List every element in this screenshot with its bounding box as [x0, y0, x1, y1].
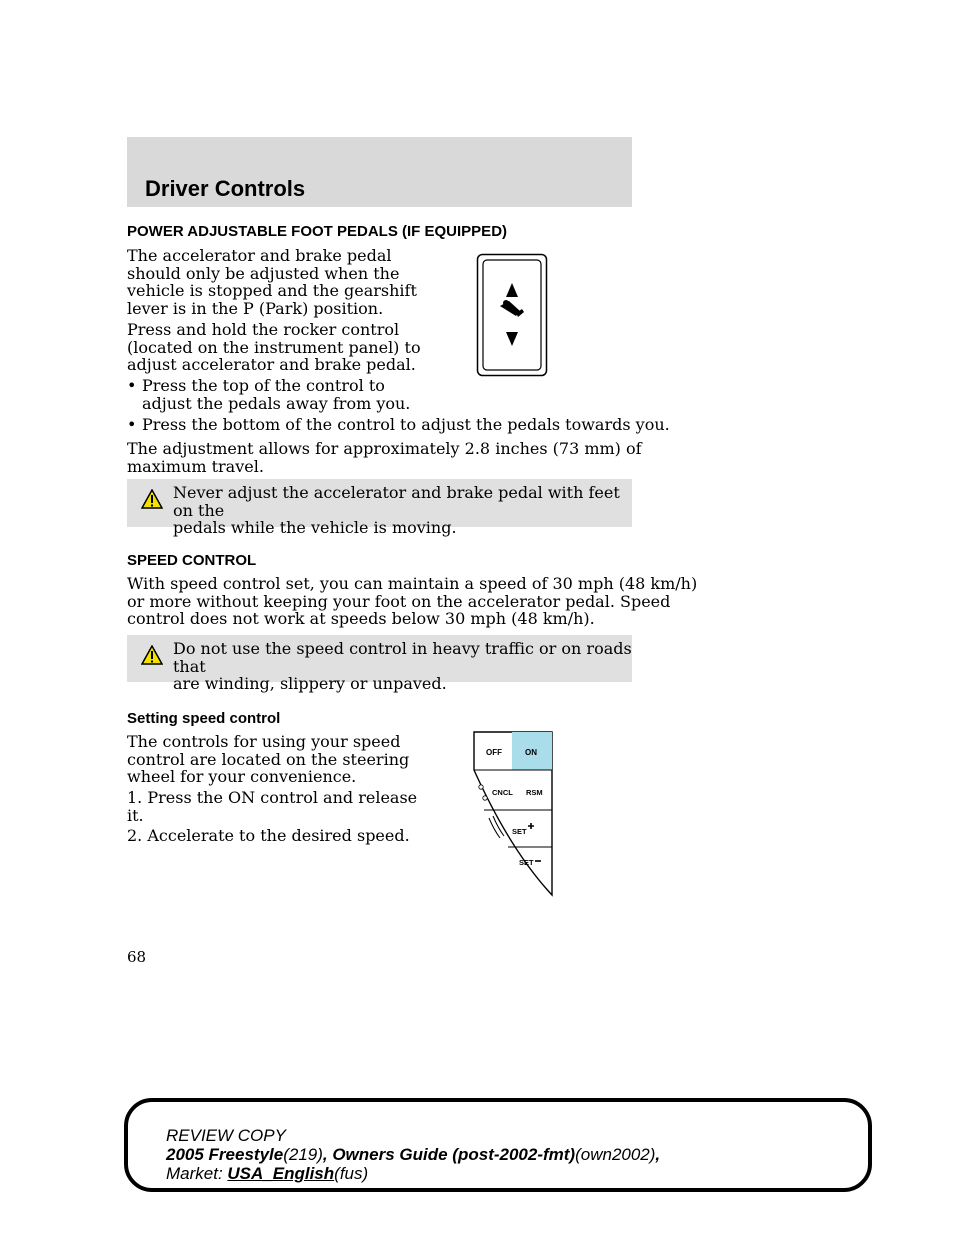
page-title: Driver Controls — [145, 176, 306, 201]
footer-comma: , — [655, 1145, 661, 1164]
review-copy-footer — [124, 1098, 872, 1192]
text-line: The accelerator and brake pedal — [127, 246, 392, 265]
text-line: adjust the pedals away from you. — [142, 393, 411, 413]
footer-market-code: (fus) — [334, 1164, 369, 1183]
text-line: control does not work at speeds below 30 mph (48 km/h). — [127, 609, 595, 628]
speed-heading: SPEED CONTROL — [127, 552, 257, 569]
warning-triangle-icon — [141, 645, 163, 665]
footer-line-1: REVIEW COPY — [166, 1126, 286, 1145]
text-line: Never adjust the accelerator and brake pedal with feet on the — [173, 483, 620, 520]
footer-line-3 — [166, 1164, 368, 1183]
text-line: 1. Press the ON control and release — [127, 788, 418, 807]
warning-text — [173, 640, 632, 693]
footer-guide-code: (own2002) — [575, 1145, 656, 1164]
speed-paragraph-2 — [127, 733, 409, 786]
pedals-bullet-2: Press the bottom of the control to adjust the pedals towards you. — [142, 415, 670, 434]
text-line: With speed control set, you can maintain a speed of 30 mph (48 km/h) — [127, 574, 698, 593]
text-line: lever is in the P (Park) position. — [127, 298, 384, 318]
footer-market: USA_English — [227, 1164, 335, 1183]
pedals-paragraph-1 — [127, 247, 417, 317]
speed-paragraph-1 — [127, 575, 697, 628]
cncl-button-label: CNCL — [492, 788, 513, 797]
pedals-paragraph-3 — [127, 440, 642, 475]
footer-line-2 — [166, 1145, 660, 1164]
step-1 — [127, 789, 417, 824]
text-line: Press the top of the control to — [142, 376, 385, 395]
footer-guide: , Owners Guide (post-2002-fmt) — [322, 1145, 576, 1164]
text-line: should only be adjusted when the — [127, 263, 400, 283]
off-button-label: OFF — [486, 748, 502, 757]
speed-control-switch-illustration — [470, 730, 556, 900]
text-line: Do not use the speed control in heavy traffic or on roads that — [173, 639, 632, 676]
pedal-rocker-switch-illustration — [476, 253, 548, 377]
pedals-bullet-1 — [142, 377, 410, 412]
set-plus-label: SET — [512, 827, 527, 836]
footer-code: (219) — [283, 1145, 323, 1164]
text-line: (located on the instrument panel) to — [127, 337, 421, 357]
setting-speed-control-heading: Setting speed control — [127, 710, 281, 727]
set-minus-label: SET — [519, 858, 534, 867]
text-line: adjust accelerator and brake pedal. — [127, 355, 416, 374]
footer-market-label: Market: — [166, 1164, 228, 1183]
warning-text — [173, 484, 632, 537]
rsm-button-label: RSM — [526, 788, 543, 797]
step-2: 2. Accelerate to the desired speed. — [127, 826, 410, 845]
text-line: it. — [127, 805, 144, 825]
text-line: or more without keeping your foot on the accelerator pedal. Speed — [127, 591, 671, 611]
text-line: pedals while the vehicle is moving. — [173, 518, 457, 537]
text-line: wheel for your convenience. — [127, 767, 357, 786]
text-line: maximum travel. — [127, 456, 264, 476]
pedals-paragraph-2 — [127, 321, 421, 374]
bullet-marker: • — [127, 376, 137, 395]
text-line: are winding, slippery or unpaved. — [173, 674, 447, 693]
page-number: 68 — [127, 948, 147, 966]
warning-triangle-icon — [141, 489, 163, 509]
text-line: vehicle is stopped and the gearshift — [127, 281, 417, 300]
text-line: control are located on the steering — [127, 749, 410, 769]
on-button-label: ON — [525, 748, 537, 757]
text-line: The controls for using your speed — [127, 732, 401, 751]
warning-box-speed — [127, 635, 632, 693]
text-line: Press and hold the rocker control — [127, 320, 400, 339]
warning-box-pedals — [127, 479, 632, 537]
footer-vehicle: 2005 Freestyle — [166, 1145, 284, 1164]
bullet-marker: • — [127, 415, 137, 434]
text-line: The adjustment allows for approximately 2.8 inches (73 mm) of — [127, 439, 642, 458]
pedals-heading: POWER ADJUSTABLE FOOT PEDALS (IF EQUIPPED) — [127, 223, 508, 240]
